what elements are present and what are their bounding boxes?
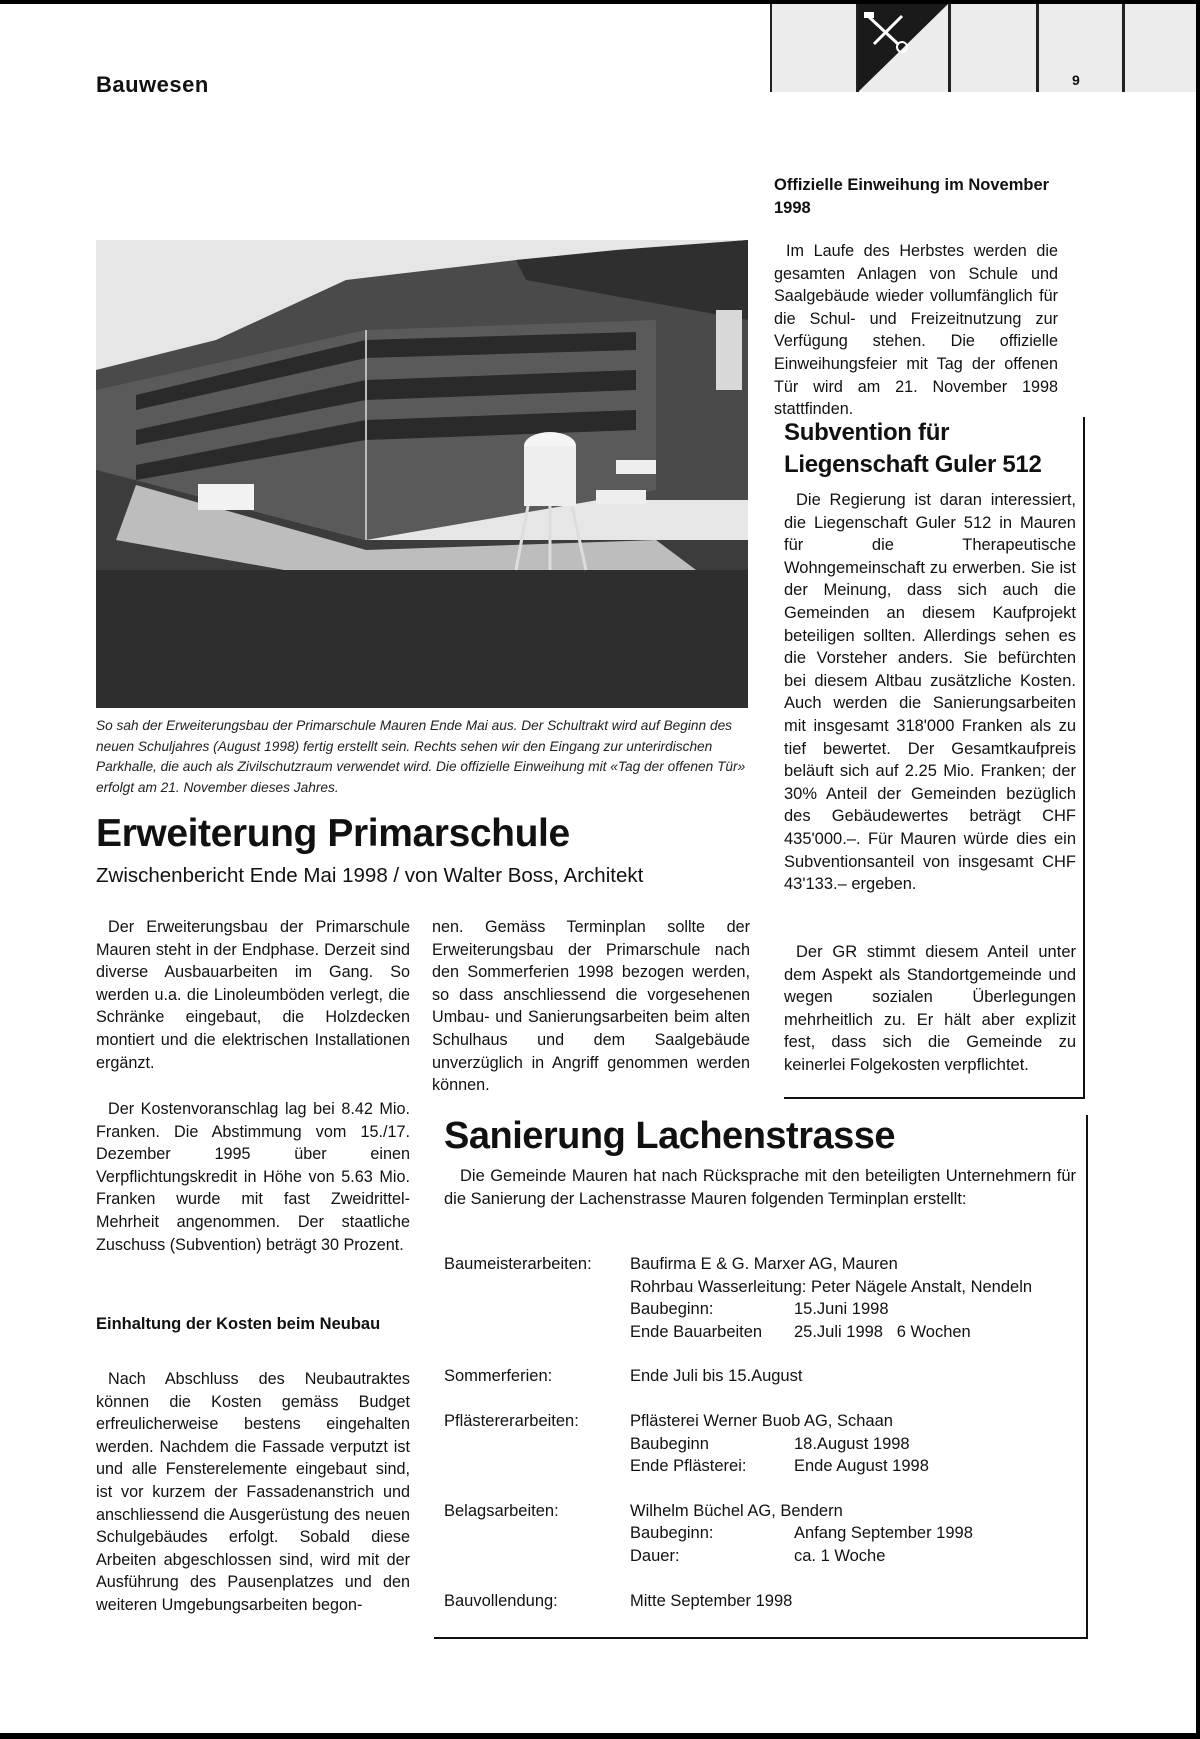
schedule-row bbox=[444, 1500, 1084, 1568]
schedule-key: Baubeginn: bbox=[630, 1300, 714, 1319]
schedule-row bbox=[444, 1365, 1084, 1388]
paragraph-text: nen. Gemäss Terminplan sollte der Erweiterungsbau der Primarschule nach den Sommerferien 1998 bezogen werden, so dass anschliessend die vorgesehenen Umbau- und Sanierungsarbeiten beim alten Schulhaus und dem Saalgebäude unverzüglich in Angriff genommen werden können. bbox=[432, 918, 750, 1095]
schedule-value bbox=[630, 1500, 1084, 1568]
schedule-row bbox=[444, 1590, 1084, 1613]
schedule-key: Baubeginn: bbox=[630, 1524, 714, 1543]
article-paragraph bbox=[96, 916, 410, 1074]
schedule-date: 18.August 1998 bbox=[794, 1434, 910, 1453]
photo-caption: So sah der Erweiterungsbau der Primarschule Mauren Ende Mai aus. Der Schultrakt wird auf Beginn des neuen Schuljahres (August 1998) fertig erstellt sein. Rechts sehen wir den Eingang zur unterirdischen Parkhalle, die auch als Zivilschutzraum verwendet wird. Die offizielle Einweihung mit «Tag der offenen Tür» erfolgt am 21. November dieses Jahres. bbox=[96, 718, 746, 795]
schedule-line bbox=[630, 1321, 1084, 1344]
article-paragraph bbox=[96, 1368, 410, 1617]
schedule-key: Dauer: bbox=[630, 1546, 680, 1565]
schedule-firm: Wilhelm Büchel AG, Bendern bbox=[630, 1501, 843, 1520]
schedule-key: Baubeginn bbox=[630, 1434, 709, 1453]
schedule-firm: Pflästerei Werner Buob AG, Schaan bbox=[630, 1411, 893, 1430]
schedule-firm: Rohrbau Wasserleitung: Peter Nägele Anstalt, Nendeln bbox=[630, 1277, 1033, 1296]
header-grid bbox=[770, 4, 1196, 92]
schedule-line bbox=[630, 1433, 1084, 1456]
schedule-label: Belagsarbeiten: bbox=[444, 1501, 559, 1520]
photo-school-construction bbox=[96, 240, 748, 708]
sidebar-heading: Offizielle Einweihung im November 1998 bbox=[774, 176, 1050, 217]
schedule-value bbox=[630, 1410, 1084, 1478]
schedule-label: Baumeisterarbeiten: bbox=[444, 1255, 592, 1273]
paragraph-text: Der Kostenvoranschlag lag bei 8.42 Mio. Franken. Die Abstimmung vom 15./17. Dezember 1995 über einen Verpflichtungskredit in Höhe von 5.63 Mio. Franken wurde mit fast Zweidrittel- Mehrheit angenommen. Der staatliche Zuschuss (Subvention) beträgt 30 Prozent. bbox=[96, 1100, 410, 1254]
schedule-line bbox=[630, 1298, 1084, 1321]
paragraph-text: Der Erweiterungsbau der Primarschule Mauren steht in der Endphase. Derzeit sind diverse Ausbauarbeiten im Gang. So werden u.a. die Linoleumböden verlegt, die Schränke eingebaut, die Holzdecken montiert und die elektrischen Installationen ergänzt. bbox=[96, 918, 410, 1072]
page bbox=[0, 4, 1196, 1733]
schedule-value: Ende Juli bis 15.August bbox=[630, 1367, 803, 1386]
paragraph-text: Nach Abschluss des Neubautraktes können die Kosten gemäss Budget erfreulicherweise bestens eingehalten werden. Nachdem die Fassade verputzt ist und alle Fensterelemente eingebaut sind, ist vor kurzem der Fassadenanstrich und anschliessend die Ausgerüstung des neuen Schulgebäudes erfolgt. Sobald diese Arbeiten abgeschlossen sind, wird mit der Ausführung des Pausenplatzes und den weiteren Umgebungsarbeiten begon- bbox=[96, 1370, 410, 1614]
schedule-date: Ende August 1998 bbox=[794, 1457, 929, 1476]
paragraph-text: Der GR stimmt diesem Anteil unter dem Aspekt als Standortgemeinde und wegen sozialen Überlegungen mehrheitlich zu. Er hält aber explizit fest, dass sich die Gemeinde zu keinerlei Folgekosten verpflichtet. bbox=[784, 943, 1076, 1074]
crossed-tools-icon bbox=[862, 10, 912, 54]
section-label: Bauwesen bbox=[96, 72, 209, 97]
schedule-date: 15.Juni 1998 bbox=[794, 1300, 889, 1319]
schedule-date: 25.Juli 1998 6 Wochen bbox=[794, 1322, 971, 1341]
schedule-label: Sommerferien: bbox=[444, 1367, 553, 1386]
paragraph-text: Die Regierung ist daran interessiert, die Liegenschaft Guler 512 in Mauren für die Therapeutische Wohngemeinschaft zu erwerben. Sie ist der Meinung, dass sich auch die Gemeinden an diesem Kaufprojekt beteiligen sollten. Allerdings sehen es die Vorsteher anders. Sie befürchten bei diesem Altbau zusätzliche Kosten. Auch werden die Sanierungsarbeiten mit insgesamt 318'000 Franken als zu tief bewertet. Der Gesamtkaufpreis beläuft sich auf 2.25 Mio. Franken; der 30% Anteil der Gemeinden bezüglich des Gebäudewertes beträgt CHF 435'000.–. Für Mauren würde dies ein Subventionsanteil von insgesamt CHF 43'133.– ergeben. bbox=[784, 491, 1076, 894]
article-paragraph bbox=[96, 1098, 410, 1256]
schedule-line bbox=[630, 1455, 1084, 1478]
sidebar-text bbox=[774, 240, 1058, 421]
article-title: Erweiterung Primarschule bbox=[96, 812, 570, 855]
schedule-date: ca. 1 Woche bbox=[794, 1546, 886, 1565]
subvention-title: Subvention für Liegenschaft Guler 512 bbox=[784, 419, 1042, 478]
article-subtitle: Zwischenbericht Ende Mai 1998 / von Walter Boss, Architekt bbox=[96, 864, 644, 887]
schedule-line bbox=[630, 1545, 1084, 1568]
schedule-table bbox=[444, 1253, 1084, 1612]
schedule-key: Ende Bauarbeiten bbox=[630, 1322, 763, 1341]
schedule-firm: Baufirma E & G. Marxer AG, Mauren bbox=[630, 1255, 898, 1273]
lachenstrasse-title: Sanierung Lachenstrasse bbox=[444, 1115, 896, 1157]
schedule-row bbox=[444, 1410, 1084, 1478]
subvention-paragraph bbox=[784, 941, 1076, 1077]
paragraph-text: Im Laufe des Herbstes werden die gesamten Anlagen von Schule und Saalgebäude wieder vollumfänglich für die Schul- und Freizeitnutzung zur Verfügung stehen. Die offizielle Einweihungsfeier mit Tag der offenen Tür wird am 21. November 1998 stattfinden. bbox=[774, 242, 1058, 419]
subvention-box bbox=[784, 417, 1085, 1099]
schedule-label: Bauvollendung: bbox=[444, 1591, 558, 1610]
schedule-row bbox=[444, 1253, 1084, 1343]
page-number: 9 bbox=[1072, 72, 1080, 88]
article-subheading: Einhaltung der Kosten beim Neubau bbox=[96, 1315, 381, 1333]
article-paragraph bbox=[432, 916, 750, 1097]
schedule-label: Pflästererarbeiten: bbox=[444, 1411, 579, 1430]
lachenstrasse-intro: Die Gemeinde Mauren hat nach Rücksprache mit den beteiligten Unternehmern für die Sanierung der Lachenstrasse Mauren folgenden Terminplan erstellt: bbox=[444, 1167, 1076, 1208]
schedule-date: Anfang September 1998 bbox=[794, 1524, 973, 1543]
lachenstrasse-box bbox=[434, 1115, 1088, 1639]
schedule-key: Ende Pflästerei: bbox=[630, 1457, 747, 1476]
subvention-paragraph bbox=[784, 489, 1076, 896]
schedule-line bbox=[630, 1522, 1084, 1545]
schedule-value bbox=[630, 1253, 1084, 1343]
schedule-value: Mitte September 1998 bbox=[630, 1591, 793, 1610]
